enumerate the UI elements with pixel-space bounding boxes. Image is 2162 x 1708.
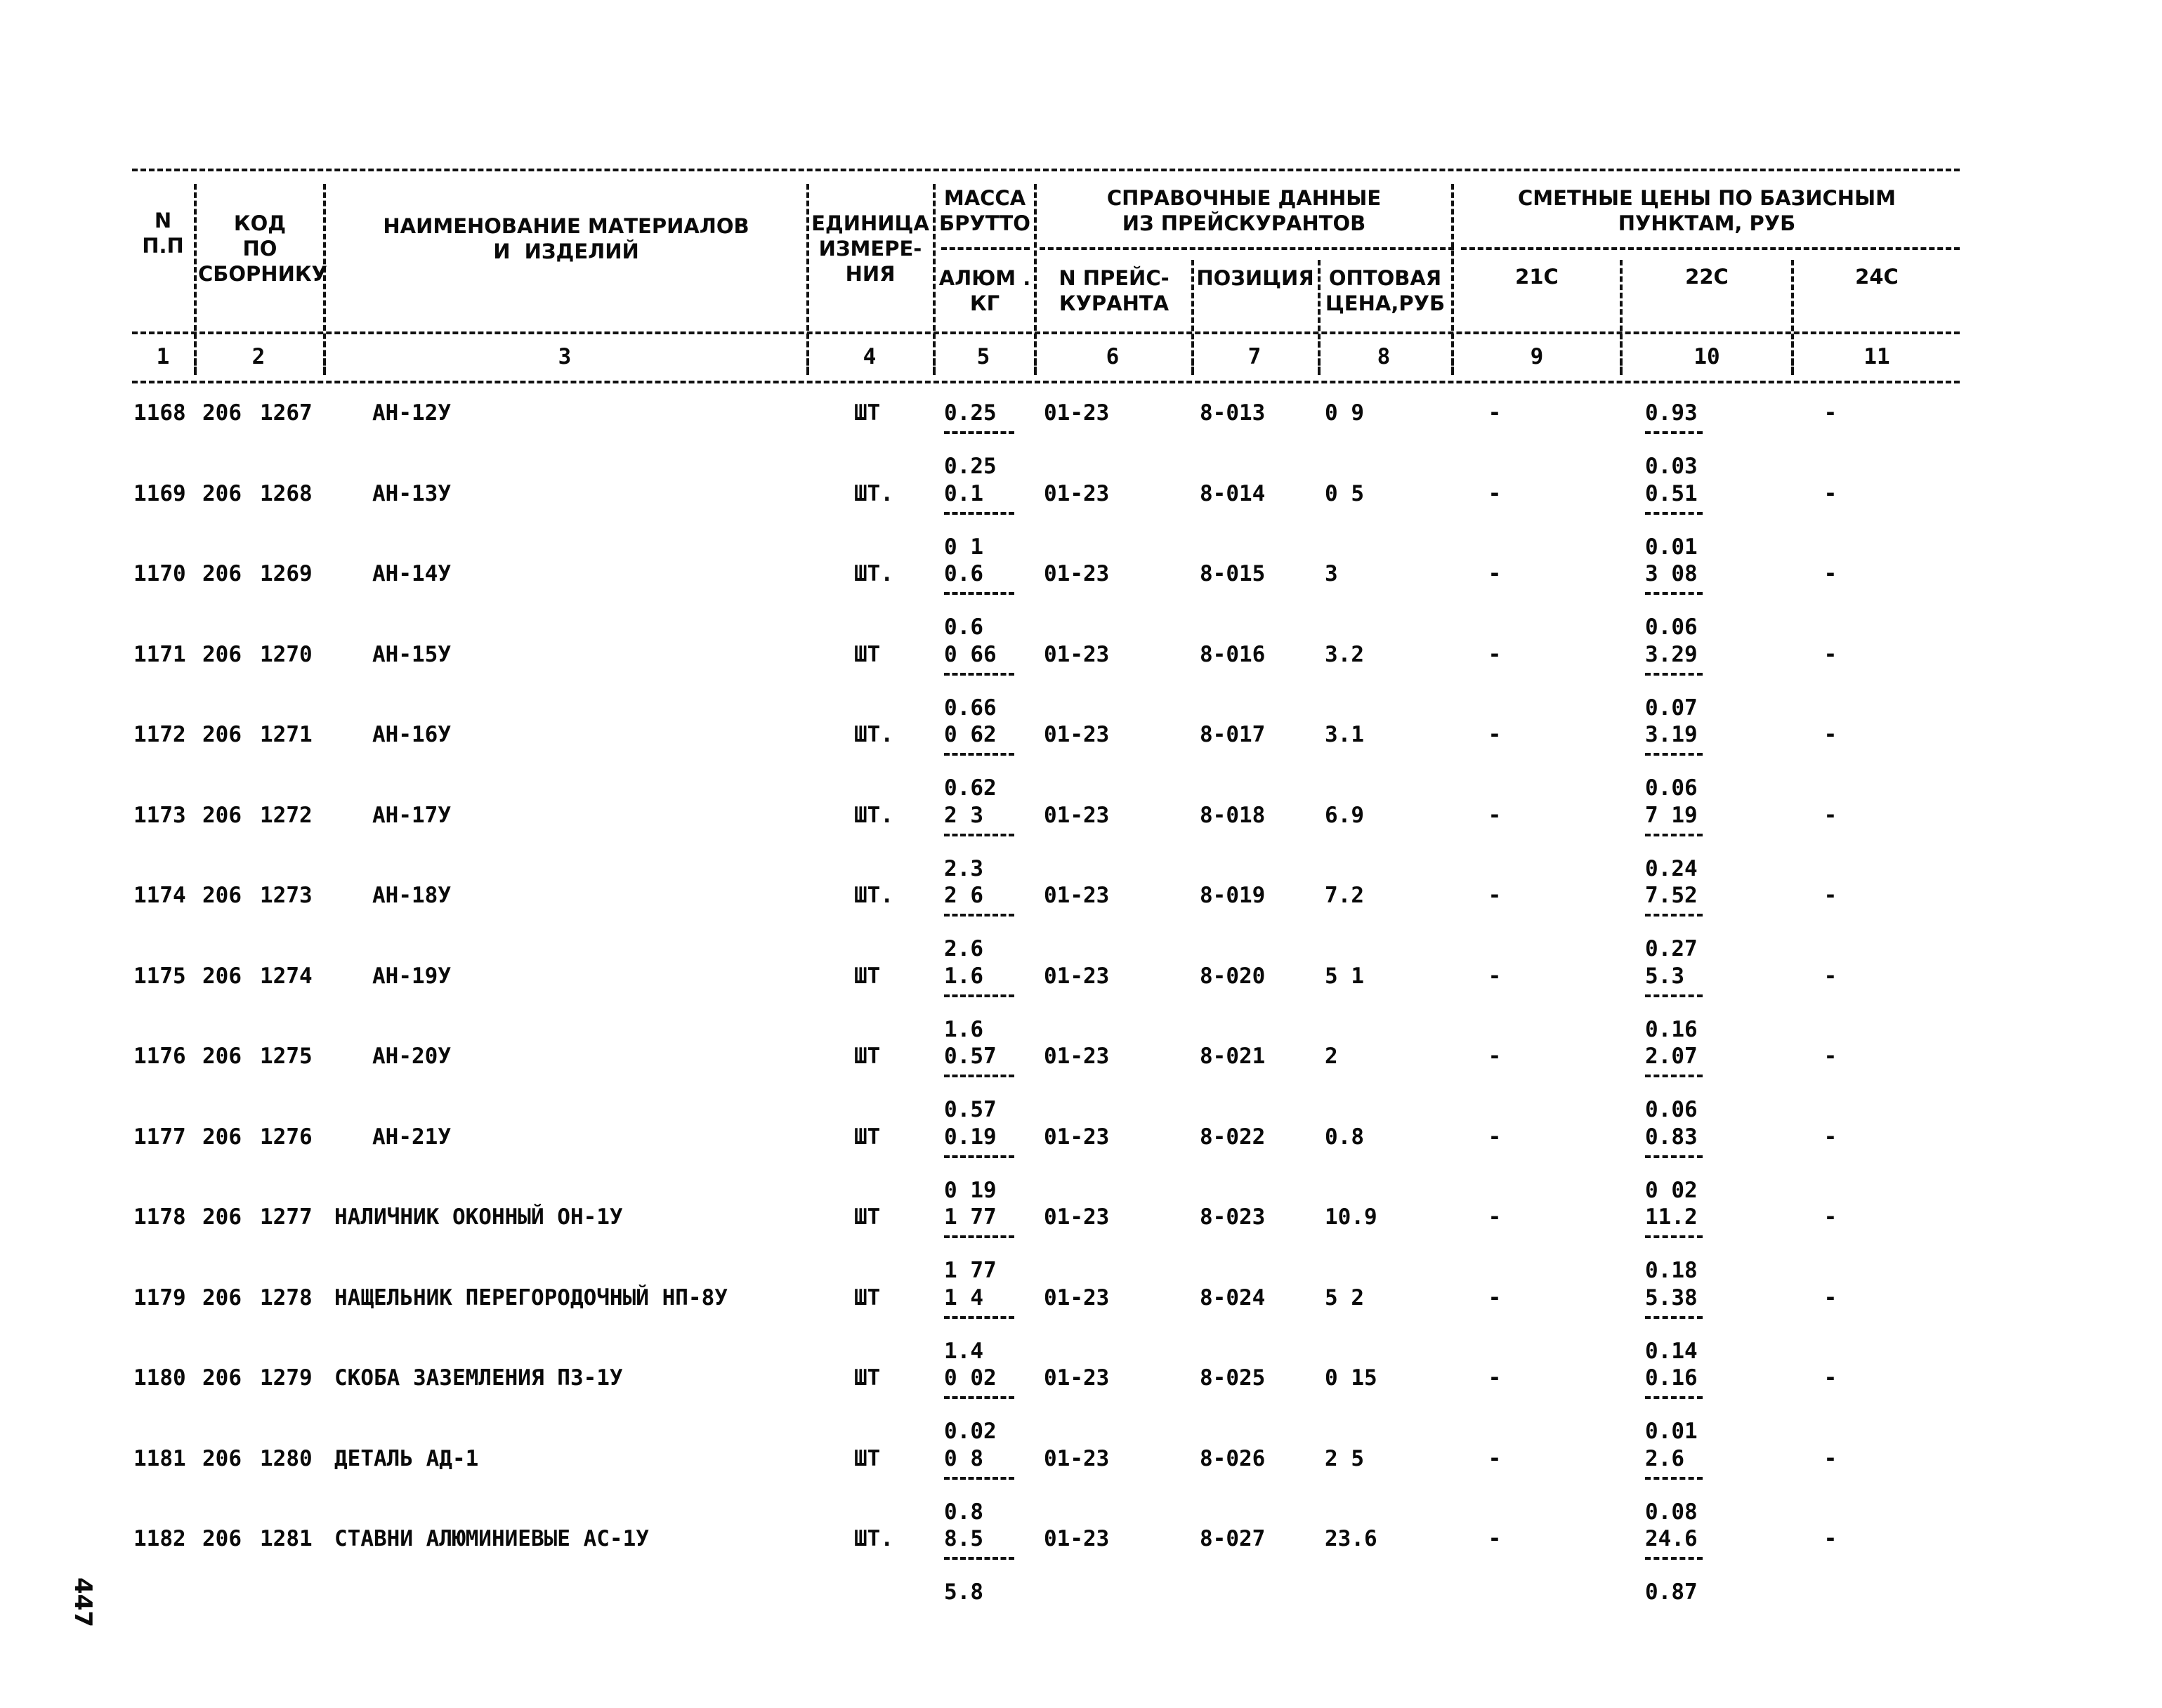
- row-pricelist: 01-23: [1044, 803, 1110, 828]
- header-col11: 24С: [1855, 265, 1899, 289]
- row-wholesale-price: 0.8: [1325, 1124, 1364, 1150]
- row-mass-bottom: 0.02: [944, 1419, 997, 1444]
- row-mass-fraction-bar: [944, 592, 1014, 595]
- row-number: 1178: [133, 1204, 186, 1230]
- row-name: АН-17У: [372, 803, 451, 828]
- row-position: 8-027: [1200, 1526, 1266, 1551]
- row-position: 8-026: [1200, 1446, 1266, 1471]
- row-mass-fraction-bar: [944, 1235, 1014, 1238]
- row-mass-bottom: 5.8: [944, 1579, 983, 1605]
- row-price-22c-top: 2.07: [1645, 1044, 1698, 1069]
- row-code-prefix: 206: [202, 481, 242, 506]
- row-pricelist: 01-23: [1044, 722, 1110, 747]
- row-code: 1276: [260, 1124, 313, 1150]
- row-number: 1182: [133, 1526, 186, 1551]
- row-wholesale-price: 0 15: [1325, 1365, 1377, 1391]
- row-unit: ШТ.: [854, 481, 893, 506]
- row-code-prefix: 206: [202, 1446, 242, 1471]
- row-price-24c: -: [1823, 400, 1837, 426]
- row-price-24c: -: [1823, 1285, 1837, 1310]
- row-code: 1271: [260, 722, 313, 747]
- column-number: 3: [558, 344, 572, 369]
- row-code-prefix: 206: [202, 803, 242, 828]
- row-number: 1179: [133, 1285, 186, 1310]
- row-name: НАЩЕЛЬНИК ПЕРЕГОРОДОЧНЫЙ НП-8У: [334, 1285, 728, 1310]
- row-unit: ШТ: [854, 1204, 881, 1230]
- column-number: 9: [1530, 344, 1544, 369]
- column-number: 5: [976, 344, 990, 369]
- row-price-22c-bottom: 0.87: [1645, 1579, 1698, 1605]
- row-price-fraction-bar: [1645, 914, 1703, 917]
- row-mass-bottom: 0.6: [944, 615, 983, 640]
- row-unit: ШТ.: [854, 722, 893, 747]
- header-col9: 21С: [1515, 265, 1559, 289]
- row-price-24c: -: [1823, 964, 1837, 989]
- row-price-22c-bottom: 0.06: [1645, 775, 1698, 801]
- row-mass-bottom: 1 77: [944, 1258, 997, 1283]
- row-price-22c-top: 2.6: [1645, 1446, 1684, 1471]
- row-unit: ШТ: [854, 1446, 881, 1471]
- column-number-vrule: [1620, 341, 1623, 375]
- row-code-prefix: 206: [202, 1204, 242, 1230]
- row-price-21c: -: [1488, 722, 1502, 747]
- row-price-22c-bottom: 0.08: [1645, 1499, 1698, 1525]
- row-price-24c: -: [1823, 642, 1837, 667]
- row-price-21c: -: [1488, 964, 1502, 989]
- row-mass-bottom: 0.62: [944, 775, 997, 801]
- row-price-fraction-bar: [1645, 673, 1703, 676]
- row-unit: ШТ: [854, 1285, 881, 1310]
- row-mass-bottom: 0 19: [944, 1178, 997, 1203]
- column-number-vrule: [194, 341, 197, 375]
- column-number-vrule: [1034, 341, 1037, 375]
- header-col5-bottom: АЛЮМ . КГ: [938, 266, 1031, 315]
- row-mass-top: 0 66: [944, 642, 997, 667]
- row-price-22c-top: 24.6: [1645, 1526, 1698, 1551]
- row-wholesale-price: 23.6: [1325, 1526, 1377, 1551]
- row-position: 8-020: [1200, 964, 1266, 989]
- row-price-22c-bottom: 0.16: [1645, 1017, 1698, 1042]
- row-mass-top: 8.5: [944, 1526, 983, 1551]
- row-mass-top: 0 62: [944, 722, 997, 747]
- row-name: АН-20У: [372, 1044, 451, 1069]
- row-price-24c: -: [1823, 561, 1837, 586]
- row-position: 8-023: [1200, 1204, 1266, 1230]
- row-unit: ШТ.: [854, 561, 893, 586]
- row-price-22c-bottom: 0.27: [1645, 936, 1698, 961]
- row-unit: ШТ: [854, 400, 881, 426]
- row-mass-fraction-bar: [944, 1477, 1014, 1480]
- row-unit: ШТ: [854, 1365, 881, 1391]
- row-mass-top: 2 3: [944, 803, 983, 828]
- row-code: 1278: [260, 1285, 313, 1310]
- row-code: 1281: [260, 1526, 313, 1551]
- row-price-21c: -: [1488, 642, 1502, 667]
- row-price-fraction-bar: [1645, 1396, 1703, 1399]
- row-code-prefix: 206: [202, 964, 242, 989]
- row-price-24c: -: [1823, 1446, 1837, 1471]
- row-price-22c-bottom: 0.06: [1645, 1097, 1698, 1122]
- page-number: 447: [69, 1577, 97, 1627]
- row-pricelist: 01-23: [1044, 883, 1110, 908]
- row-code-prefix: 206: [202, 883, 242, 908]
- row-mass-top: 0.6: [944, 561, 983, 586]
- row-price-22c-top: 7 19: [1645, 803, 1698, 828]
- row-position: 8-014: [1200, 481, 1266, 506]
- row-mass-top: 1 77: [944, 1204, 997, 1230]
- row-price-fraction-bar: [1645, 512, 1703, 515]
- row-price-fraction-bar: [1645, 834, 1703, 836]
- row-wholesale-price: 5 2: [1325, 1285, 1364, 1310]
- row-pricelist: 01-23: [1044, 1124, 1110, 1150]
- row-price-24c: -: [1823, 1526, 1837, 1551]
- row-number: 1181: [133, 1446, 186, 1471]
- row-price-fraction-bar: [1645, 753, 1703, 756]
- row-name: АН-13У: [372, 481, 451, 506]
- row-mass-fraction-bar: [944, 1155, 1014, 1158]
- row-position: 8-013: [1200, 400, 1266, 426]
- row-mass-bottom: 0.66: [944, 695, 997, 721]
- row-name: СТАВНИ АЛЮМИНИЕВЫЕ АС-1У: [334, 1526, 649, 1551]
- row-pricelist: 01-23: [1044, 481, 1110, 506]
- row-position: 8-016: [1200, 642, 1266, 667]
- row-position: 8-021: [1200, 1044, 1266, 1069]
- row-price-21c: -: [1488, 481, 1502, 506]
- row-mass-fraction-bar: [944, 673, 1014, 676]
- row-price-fraction-bar: [1645, 1075, 1703, 1077]
- row-price-21c: -: [1488, 1365, 1502, 1391]
- header-bottom-rule: [132, 331, 1960, 334]
- row-number: 1172: [133, 722, 186, 747]
- column-number-vrule: [1191, 341, 1194, 375]
- header-col4: ЕДИНИЦА ИЗМЕРЕ- НИЯ: [811, 211, 929, 286]
- row-price-22c-bottom: 0.01: [1645, 1419, 1698, 1444]
- row-price-21c: -: [1488, 400, 1502, 426]
- row-position: 8-017: [1200, 722, 1266, 747]
- row-wholesale-price: 3: [1325, 561, 1338, 586]
- row-code-prefix: 206: [202, 561, 242, 586]
- row-mass-bottom: 2.6: [944, 936, 983, 961]
- row-mass-top: 0.25: [944, 400, 997, 426]
- row-price-22c-top: 5.38: [1645, 1285, 1698, 1310]
- row-unit: ШТ.: [854, 883, 893, 908]
- column-number-vrule: [323, 341, 326, 375]
- row-mass-top: 0.1: [944, 481, 983, 506]
- row-price-24c: -: [1823, 722, 1837, 747]
- header-group-prices: СМЕТНЫЕ ЦЕНЫ ПО БАЗИСНЫМ ПУНКТАМ, РУБ: [1518, 186, 1896, 235]
- row-wholesale-price: 3.1: [1325, 722, 1364, 747]
- row-mass-fraction-bar: [944, 834, 1014, 836]
- column-number: 4: [863, 344, 877, 369]
- row-pricelist: 01-23: [1044, 642, 1110, 667]
- row-price-fraction-bar: [1645, 1316, 1703, 1319]
- row-position: 8-015: [1200, 561, 1266, 586]
- row-mass-bottom: 0.8: [944, 1499, 983, 1525]
- row-code: 1280: [260, 1446, 313, 1471]
- row-wholesale-price: 2 5: [1325, 1446, 1364, 1471]
- row-mass-bottom: 2.3: [944, 856, 983, 881]
- row-number: 1171: [133, 642, 186, 667]
- row-code-prefix: 206: [202, 1365, 242, 1391]
- row-number: 1169: [133, 481, 186, 506]
- row-price-24c: -: [1823, 1365, 1837, 1391]
- row-mass-top: 0 8: [944, 1446, 983, 1471]
- row-mass-bottom: 0.57: [944, 1097, 997, 1122]
- row-wholesale-price: 0 5: [1325, 481, 1364, 506]
- row-code: 1275: [260, 1044, 313, 1069]
- row-code: 1279: [260, 1365, 313, 1391]
- row-code-prefix: 206: [202, 642, 242, 667]
- row-price-22c-top: 5.3: [1645, 964, 1684, 989]
- row-number: 1177: [133, 1124, 186, 1150]
- row-code: 1267: [260, 400, 313, 426]
- row-code-prefix: 206: [202, 1285, 242, 1310]
- row-pricelist: 01-23: [1044, 1285, 1110, 1310]
- row-pricelist: 01-23: [1044, 1446, 1110, 1471]
- column-number-vrule: [1451, 341, 1454, 375]
- row-price-21c: -: [1488, 561, 1502, 586]
- row-price-fraction-bar: [1645, 592, 1703, 595]
- table-top-rule: [132, 169, 1960, 171]
- row-price-fraction-bar: [1645, 1235, 1703, 1238]
- row-mass-top: 1 4: [944, 1285, 983, 1310]
- row-name: АН-15У: [372, 642, 451, 667]
- row-price-22c-bottom: 0.01: [1645, 534, 1698, 560]
- row-price-24c: -: [1823, 803, 1837, 828]
- row-price-24c: -: [1823, 1044, 1837, 1069]
- row-unit: ШТ: [854, 642, 881, 667]
- row-unit: ШТ: [854, 1124, 881, 1150]
- header-col5-top: МАССА БРУТТО: [939, 186, 1030, 235]
- row-price-21c: -: [1488, 1044, 1502, 1069]
- row-code-prefix: 206: [202, 1526, 242, 1551]
- row-price-fraction-bar: [1645, 1557, 1703, 1560]
- column-number: 10: [1693, 344, 1720, 369]
- row-price-21c: -: [1488, 1285, 1502, 1310]
- row-name: АН-14У: [372, 561, 451, 586]
- row-price-21c: -: [1488, 1204, 1502, 1230]
- row-mass-fraction-bar: [944, 1396, 1014, 1399]
- row-price-22c-bottom: 0.14: [1645, 1339, 1698, 1364]
- row-wholesale-price: 7.2: [1325, 883, 1364, 908]
- column-number: 1: [156, 344, 170, 369]
- row-code: 1272: [260, 803, 313, 828]
- row-number: 1180: [133, 1365, 186, 1391]
- row-wholesale-price: 2: [1325, 1044, 1338, 1069]
- column-number: 6: [1106, 344, 1120, 369]
- row-price-22c-top: 3.19: [1645, 722, 1698, 747]
- row-code: 1268: [260, 481, 313, 506]
- header-col8: ОПТОВАЯ ЦЕНА,РУБ: [1325, 266, 1446, 315]
- row-price-24c: -: [1823, 883, 1837, 908]
- row-name: НАЛИЧНИК ОКОННЫЙ ОН-1У: [334, 1204, 623, 1230]
- row-mass-bottom: 0 1: [944, 534, 983, 560]
- row-code: 1274: [260, 964, 313, 989]
- row-price-22c-top: 0.16: [1645, 1365, 1698, 1391]
- row-wholesale-price: 0 9: [1325, 400, 1364, 426]
- row-price-22c-bottom: 0.06: [1645, 615, 1698, 640]
- row-price-21c: -: [1488, 1124, 1502, 1150]
- row-price-22c-top: 3 08: [1645, 561, 1698, 586]
- row-pricelist: 01-23: [1044, 1526, 1110, 1551]
- row-number: 1173: [133, 803, 186, 828]
- row-mass-bottom: 1.6: [944, 1017, 983, 1042]
- row-mass-fraction-bar: [944, 1075, 1014, 1077]
- row-price-21c: -: [1488, 1526, 1502, 1551]
- row-mass-top: 0 02: [944, 1365, 997, 1391]
- header-col2: КОД ПО СБОРНИКУ: [198, 211, 327, 286]
- row-price-24c: -: [1823, 481, 1837, 506]
- row-pricelist: 01-23: [1044, 400, 1110, 426]
- row-price-21c: -: [1488, 883, 1502, 908]
- column-number-vrule: [933, 341, 936, 375]
- row-pricelist: 01-23: [1044, 561, 1110, 586]
- row-unit: ШТ.: [854, 1526, 893, 1551]
- column-number-vrule: [1318, 341, 1321, 375]
- column-number: 2: [251, 344, 266, 369]
- row-price-fraction-bar: [1645, 431, 1703, 434]
- row-code-prefix: 206: [202, 722, 242, 747]
- column-number-vrule: [1791, 341, 1794, 375]
- row-price-22c-top: 7.52: [1645, 883, 1698, 908]
- row-price-22c-bottom: 0 02: [1645, 1178, 1698, 1203]
- column-number: 8: [1377, 344, 1391, 369]
- row-number: 1168: [133, 400, 186, 426]
- row-mass-bottom: 1.4: [944, 1339, 983, 1364]
- row-price-22c-bottom: 0.18: [1645, 1258, 1698, 1283]
- row-code-prefix: 206: [202, 1044, 242, 1069]
- row-name: ДЕТАЛЬ АД-1: [334, 1446, 479, 1471]
- row-price-22c-top: 0.83: [1645, 1124, 1698, 1150]
- row-price-21c: -: [1488, 1446, 1502, 1471]
- row-pricelist: 01-23: [1044, 1044, 1110, 1069]
- row-number: 1176: [133, 1044, 186, 1069]
- row-pricelist: 01-23: [1044, 964, 1110, 989]
- row-mass-fraction-bar: [944, 512, 1014, 515]
- header-col1: N П.П: [142, 209, 184, 258]
- row-price-fraction-bar: [1645, 1155, 1703, 1158]
- row-mass-top: 0.57: [944, 1044, 997, 1069]
- row-mass-top: 1.6: [944, 964, 983, 989]
- row-pricelist: 01-23: [1044, 1365, 1110, 1391]
- header-mid-rule-ref: [1040, 247, 1454, 250]
- row-name: СКОБА ЗАЗЕМЛЕНИЯ ПЗ-1У: [334, 1365, 623, 1391]
- row-wholesale-price: 3.2: [1325, 642, 1364, 667]
- row-mass-top: 2 6: [944, 883, 983, 908]
- row-price-22c-top: 0.51: [1645, 481, 1698, 506]
- row-code: 1270: [260, 642, 313, 667]
- header-col6: N ПРЕЙС- КУРАНТА: [1059, 266, 1170, 315]
- row-code-prefix: 206: [202, 400, 242, 426]
- row-name: АН-21У: [372, 1124, 451, 1150]
- row-position: 8-022: [1200, 1124, 1266, 1150]
- row-number: 1175: [133, 964, 186, 989]
- row-price-22c-top: 11.2: [1645, 1204, 1698, 1230]
- row-mass-fraction-bar: [944, 994, 1014, 997]
- column-number: 7: [1247, 344, 1262, 369]
- row-code-prefix: 206: [202, 1124, 242, 1150]
- row-name: АН-18У: [372, 883, 451, 908]
- row-unit: ШТ.: [854, 803, 893, 828]
- row-position: 8-019: [1200, 883, 1266, 908]
- row-mass-bottom: 0.25: [944, 454, 997, 479]
- row-price-24c: -: [1823, 1204, 1837, 1230]
- column-number-vrule: [806, 341, 809, 375]
- row-price-22c-top: 3.29: [1645, 642, 1698, 667]
- row-price-fraction-bar: [1645, 994, 1703, 997]
- row-code: 1273: [260, 883, 313, 908]
- row-mass-fraction-bar: [944, 1557, 1014, 1560]
- header-group-reference: СПРАВОЧНЫЕ ДАННЫЕ ИЗ ПРЕЙСКУРАНТОВ: [1106, 186, 1382, 235]
- row-mass-fraction-bar: [944, 753, 1014, 756]
- column-number: 11: [1863, 344, 1890, 369]
- row-wholesale-price: 10.9: [1325, 1204, 1377, 1230]
- row-price-21c: -: [1488, 803, 1502, 828]
- row-position: 8-018: [1200, 803, 1266, 828]
- row-position: 8-025: [1200, 1365, 1266, 1391]
- header-col7: ПОЗИЦИЯ: [1196, 266, 1314, 290]
- row-number: 1174: [133, 883, 186, 908]
- row-price-22c-bottom: 0.24: [1645, 856, 1698, 881]
- row-code: 1269: [260, 561, 313, 586]
- row-price-fraction-bar: [1645, 1477, 1703, 1480]
- row-code: 1277: [260, 1204, 313, 1230]
- row-price-22c-bottom: 0.03: [1645, 454, 1698, 479]
- row-name: АН-12У: [372, 400, 451, 426]
- row-number: 1170: [133, 561, 186, 586]
- row-price-22c-top: 0.93: [1645, 400, 1698, 426]
- row-unit: ШТ: [854, 1044, 881, 1069]
- column-number-rule: [132, 381, 1960, 383]
- row-unit: ШТ: [854, 964, 881, 989]
- row-mass-fraction-bar: [944, 1316, 1014, 1319]
- row-mass-fraction-bar: [944, 914, 1014, 917]
- row-mass-top: 0.19: [944, 1124, 997, 1150]
- row-name: АН-16У: [372, 722, 451, 747]
- row-position: 8-024: [1200, 1285, 1266, 1310]
- header-mid-rule-price: [1461, 247, 1960, 250]
- row-name: АН-19У: [372, 964, 451, 989]
- row-pricelist: 01-23: [1044, 1204, 1110, 1230]
- row-wholesale-price: 6.9: [1325, 803, 1364, 828]
- row-price-24c: -: [1823, 1124, 1837, 1150]
- row-wholesale-price: 5 1: [1325, 964, 1364, 989]
- row-mass-fraction-bar: [944, 431, 1014, 434]
- header-col10: 22С: [1685, 265, 1729, 289]
- row-price-22c-bottom: 0.07: [1645, 695, 1698, 721]
- header-mid-rule-5: [941, 247, 1030, 250]
- header-col3: НАИМЕНОВАНИЕ МАТЕРИАЛОВ И ИЗДЕЛИЙ: [383, 214, 749, 263]
